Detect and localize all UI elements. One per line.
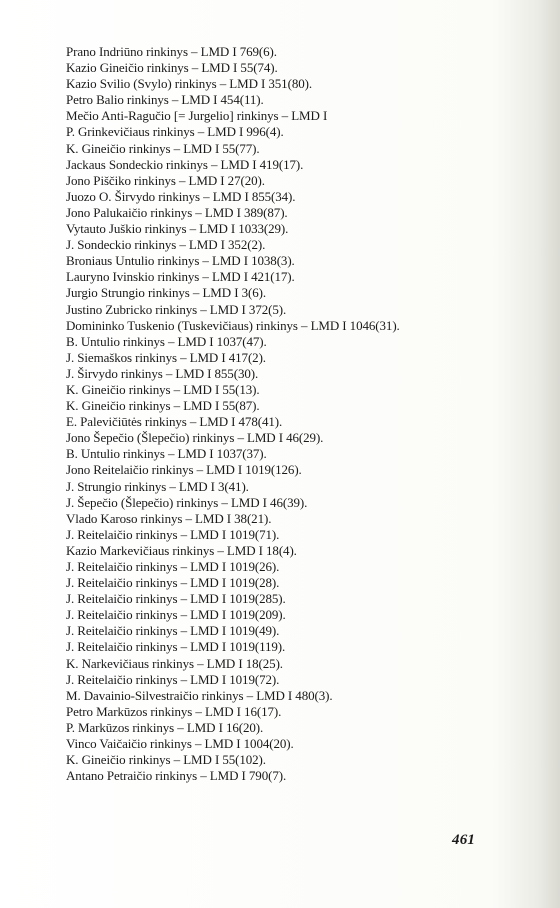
source-entry: J. Reitelaičio rinkinys – LMD I 1019(26). [66, 559, 280, 574]
source-entry: K. Narkevičiaus rinkinys – LMD I 18(25). [66, 655, 283, 671]
source-entry: J. Siemaškos rinkinys – LMD I 417(2). [66, 349, 266, 365]
source-entry: K. Gineičio rinkinys – LMD I 55(102). [66, 752, 266, 768]
source-entry: M. Davainio-Silvestraičio rinkinys – LMD I 480(3). [66, 687, 333, 703]
source-entry: J. Šepečio (Šlepečio) rinkinys – LMD I 46(39). [66, 494, 308, 510]
source-entry: Justino Zubricko rinkinys – LMD I 372(5). [66, 301, 287, 317]
source-entry: Antano Petraičio rinkinys – LMD I 790(7). [66, 768, 287, 784]
source-entry: E. Palevičiūtės rinkinys – LMD I 478(41). [66, 414, 283, 430]
source-entry: Jono Piščiko rinkinys – LMD I 27(20). [66, 172, 265, 188]
source-entry: Kazio Gineičio rinkinys – LMD I 55(74). [66, 60, 278, 76]
source-entry: Jackaus Sondeckio rinkinys – LMD I 419(17). [66, 156, 304, 172]
source-entry: P. Grinkevičiaus rinkinys – LMD I 996(4). [66, 124, 284, 140]
source-entry: Vytauto Juškio rinkinys – LMD I 1033(29). [66, 221, 289, 237]
source-entry: P. Markūzos rinkinys – LMD I 16(20). [66, 719, 264, 735]
source-entry: J. Reitelaičio rinkinys – LMD I 1019(209). [66, 607, 286, 623]
source-entry: Juozo O. Širvydo rinkinys – LMD I 855(34). [66, 188, 296, 204]
source-entry: Mečio Anti-Ragučio [= Jurgelio] rinkinys – LMD I [66, 108, 328, 124]
source-entry: J. Reitelaičio rinkinys – LMD I 1019(285). [66, 591, 286, 607]
page-number: 461 [452, 832, 476, 848]
source-entry: J. Reitelaičio rinkinys – LMD I 1019(72). [66, 671, 280, 687]
source-entry: Petro Markūzos rinkinys – LMD I 16(17). [66, 703, 282, 719]
source-entry: B. Untulio rinkinys – LMD I 1037(47). [66, 333, 267, 349]
source-entry: J. Reitelaičio rinkinys – LMD I 1019(119). [66, 639, 286, 655]
source-entry: J. Strungio rinkinys – LMD I 3(41). [66, 478, 249, 494]
source-entry: Jono Šepečio (Šlepečio) rinkinys – LMD I 46(29). [66, 430, 324, 446]
source-entry: J. Reitelaičio rinkinys – LMD I 1019(28). [66, 575, 280, 591]
source-entry: Vlado Karoso rinkinys – LMD I 38(21). [66, 510, 272, 526]
source-entry: Kazio Markevičiaus rinkinys – LMD I 18(4). [66, 542, 297, 558]
source-entry: K. Gineičio rinkinys – LMD I 55(87). [66, 398, 260, 414]
source-entry: Jono Palukaičio rinkinys – LMD I 389(87). [66, 204, 288, 220]
source-entry: Jurgio Strungio rinkinys – LMD I 3(6). [66, 285, 266, 301]
source-entry: J. Širvydo rinkinys – LMD I 855(30). [66, 365, 259, 381]
source-entry: Broniaus Untulio rinkinys – LMD I 1038(3). [66, 253, 295, 269]
source-entry: J. Reitelaičio rinkinys – LMD I 1019(49). [66, 623, 280, 639]
source-entry: J. Reitelaičio rinkinys – LMD I 1019(71). [66, 526, 280, 542]
source-entry: Kazio Svilio (Svylo) rinkinys – LMD I 351(80). [66, 76, 312, 92]
source-entry: Prano Indriūno rinkinys – LMD I 769(6). [66, 44, 277, 59]
source-entry: J. Sondeckio rinkinys – LMD I 352(2). [66, 237, 266, 253]
source-entry: Domininko Tuskenio (Tuskevičiaus) rinkinys – LMD I 1046(31). [66, 317, 400, 333]
source-entry: Vinco Vaičaičio rinkinys – LMD I 1004(20). [66, 736, 294, 752]
source-entry: Lauryno Ivinskio rinkinys – LMD I 421(17). [66, 269, 295, 285]
source-entry: Jono Reitelaičio rinkinys – LMD I 1019(126). [66, 462, 302, 478]
source-entry: B. Untulio rinkinys – LMD I 1037(37). [66, 446, 267, 462]
source-list [66, 44, 400, 784]
source-entry: K. Gineičio rinkinys – LMD I 55(77). [66, 140, 260, 156]
source-entry: Petro Balio rinkinys – LMD I 454(11). [66, 92, 264, 108]
source-entry: K. Gineičio rinkinys – LMD I 55(13). [66, 381, 260, 397]
